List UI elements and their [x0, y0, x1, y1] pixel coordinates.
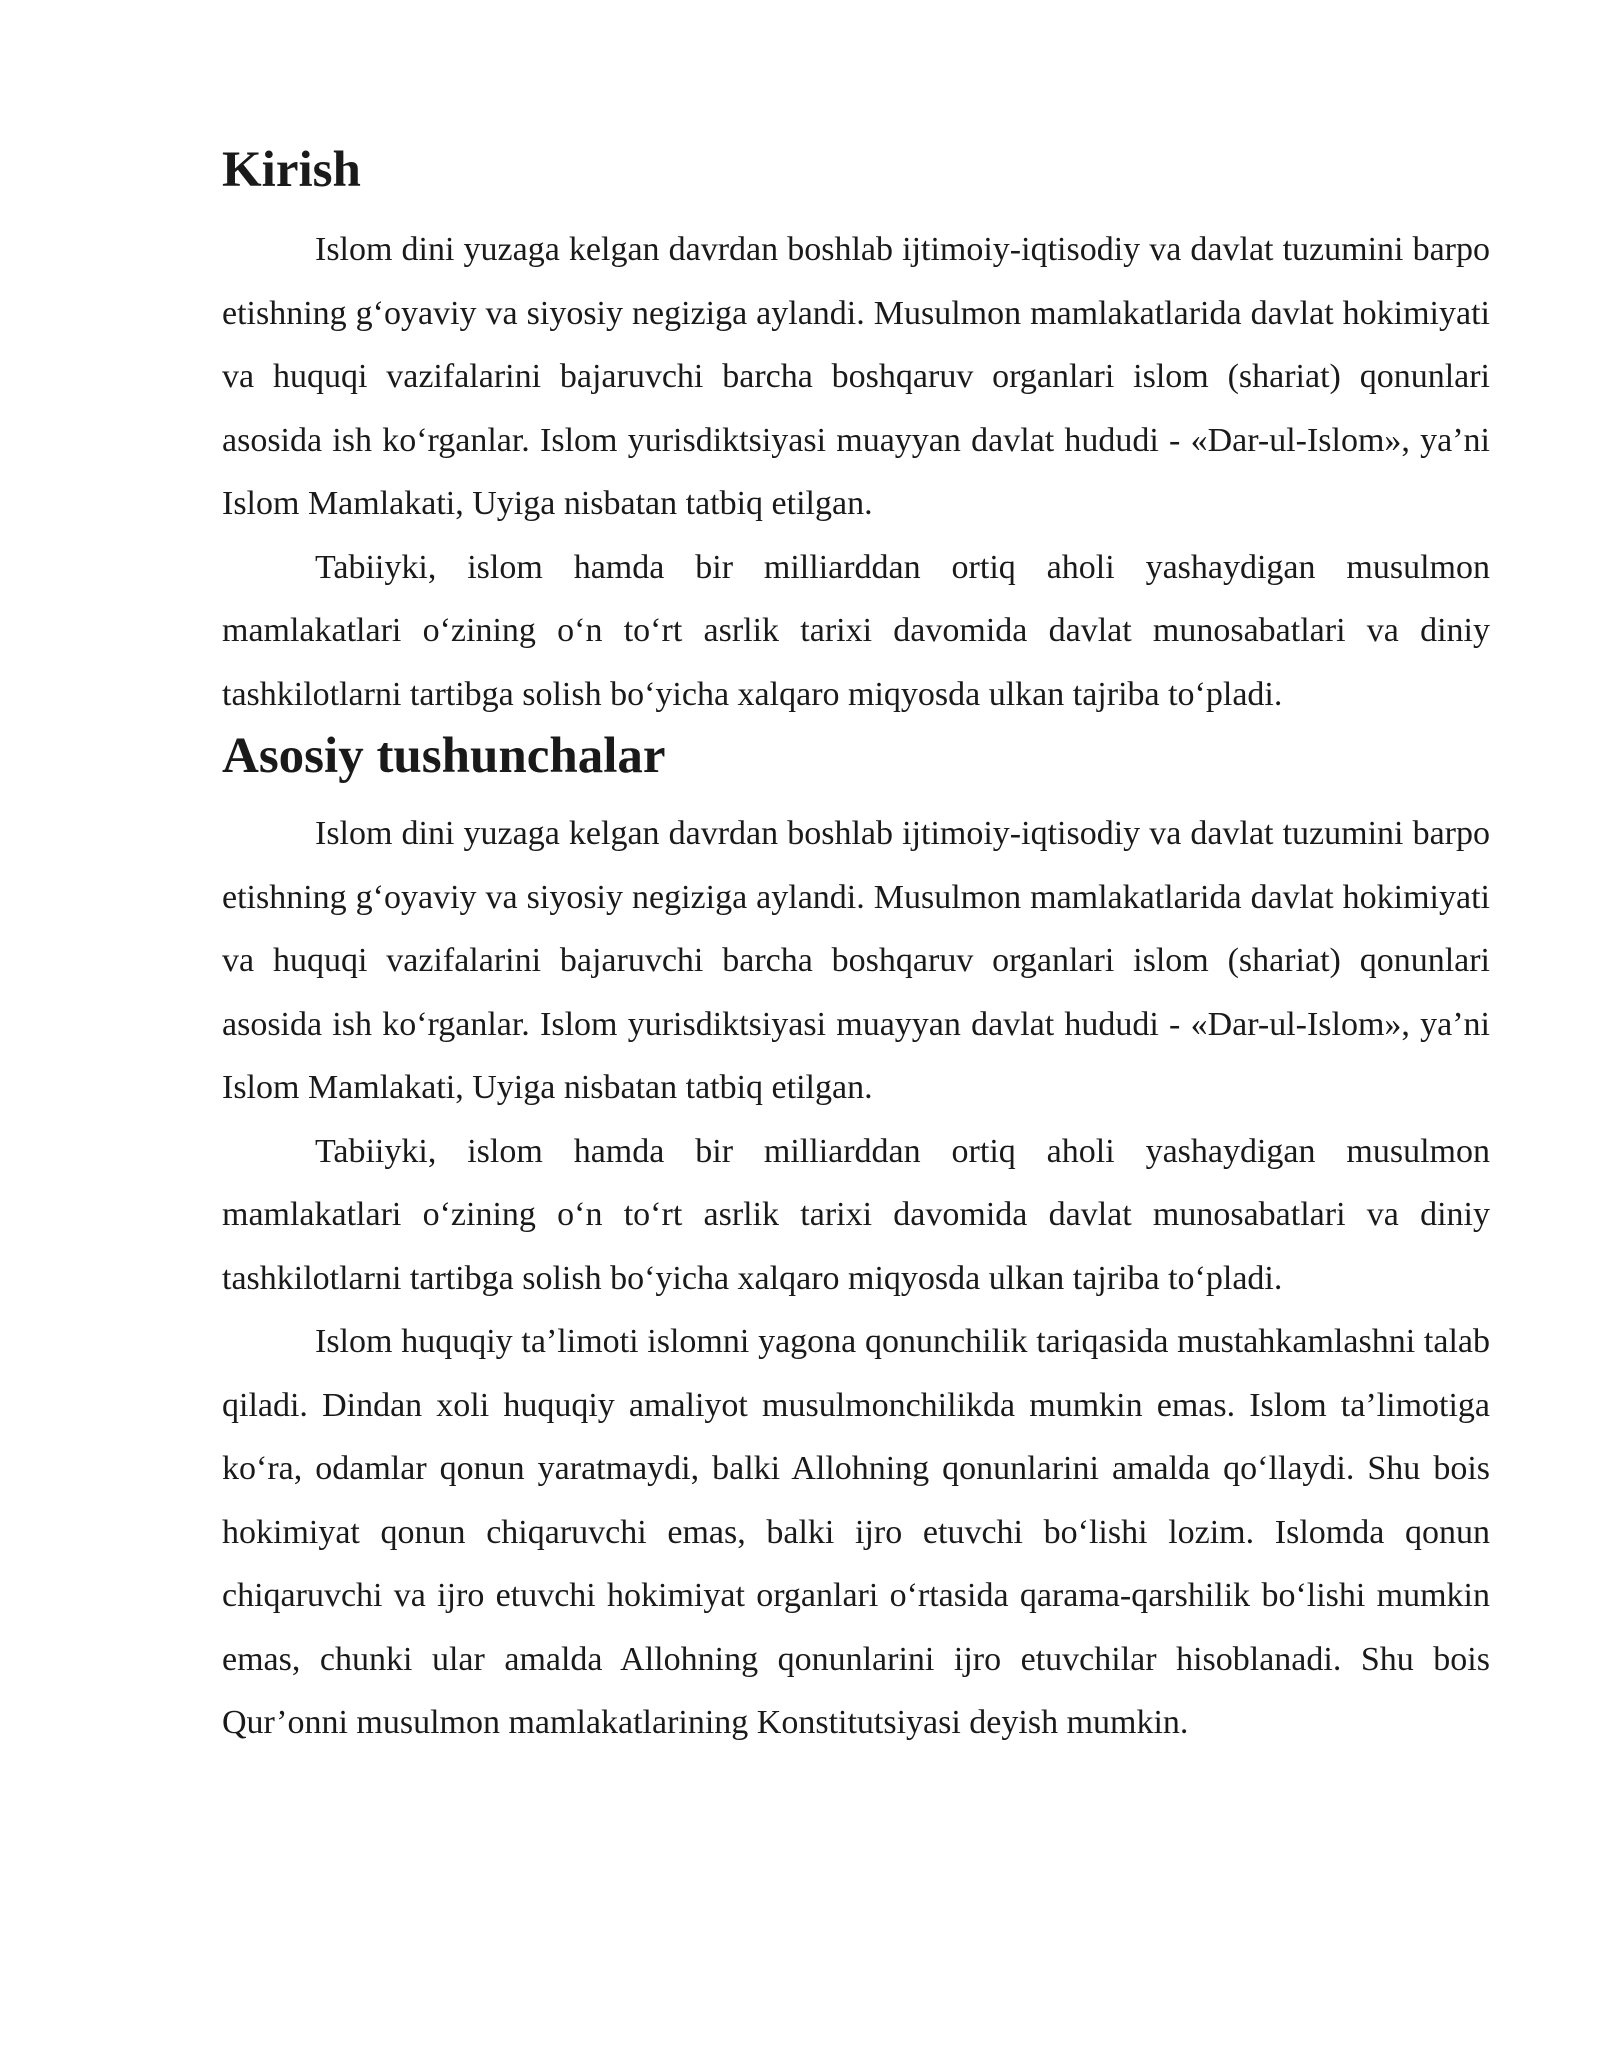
section-heading-asosiy-tushunchalar: Asosiy tushunchalar	[222, 728, 666, 784]
document-page	[222, 140, 1490, 1755]
section-heading-kirish: Kirish	[222, 142, 361, 198]
paragraph: Tabiiyki, islom hamda bir milliarddan ortiq aholi yashaydigan musulmon mamlakatlari o‘zining o‘n to‘rt asrlik tarixi davomida davlat munosabatlari va diniy tashkilotlarni tartibga solish bo‘yicha xalqaro miqyosda ulkan tajriba to‘pladi.	[222, 548, 1490, 713]
paragraph: Tabiiyki, islom hamda bir milliarddan ortiq aholi yashaydigan musulmon mamlakatlari o‘zining o‘n to‘rt asrlik tarixi davomida davlat munosabatlari va diniy tashkilotlarni tartibga solish bo‘yicha xalqaro miqyosda ulkan tajriba to‘pladi.	[222, 1132, 1490, 1297]
paragraph: Islom dini yuzaga kelgan davrdan boshlab ijtimoiy-iqtisodiy va davlat tuzumini barpo etishning g‘oyaviy va siyosiy negiziga aylandi. Musulmon mamlakatlarida davlat hokimiyati va huquqi vazifalarini bajaruvchi barcha boshqaruv organlari islom (shariat) qonunlari asosida ish ko‘rganlar. Islom yurisdiktsiyasi muayyan davlat hududi - «Dar-ul-Islom», ya’ni Islom Mamlakati, Uyiga nisbatan tatbiq etilgan.	[222, 231, 1490, 522]
paragraph: Islom dini yuzaga kelgan davrdan boshlab ijtimoiy-iqtisodiy va davlat tuzumini barpo etishning g‘oyaviy va siyosiy negiziga aylandi. Musulmon mamlakatlarida davlat hokimiyati va huquqi vazifalarini bajaruvchi barcha boshqaruv organlari islom (shariat) qonunlari asosida ish ko‘rganlar. Islom yurisdiktsiyasi muayyan davlat hududi - «Dar-ul-Islom», ya’ni Islom Mamlakati, Uyiga nisbatan tatbiq etilgan.	[222, 815, 1490, 1106]
paragraph: Islom huquqiy ta’limoti islomni yagona qonunchilik tariqasida mustahkamlashni talab qiladi. Dindan xoli huquqiy amaliyot musulmonchilikda mumkin emas. Islom ta’limotiga ko‘ra, odamlar qonun yaratmaydi, balki Allohning qonunlarini amalda qo‘llaydi. Shu bois hokimiyat qonun chiqaruvchi emas, balki ijro etuvchi bo‘lishi lozim. Islomda qonun chiqaruvchi va ijro etuvchi hokimiyat organlari o‘rtasida qarama-qarshilik bo‘lishi mumkin emas, chunki ular amalda Allohning qonunlarini ijro etuvchilar hisoblanadi. Shu bois Qur’onni musulmon mamlakatlarining Konstitutsiyasi deyish mumkin.	[222, 1323, 1490, 1741]
